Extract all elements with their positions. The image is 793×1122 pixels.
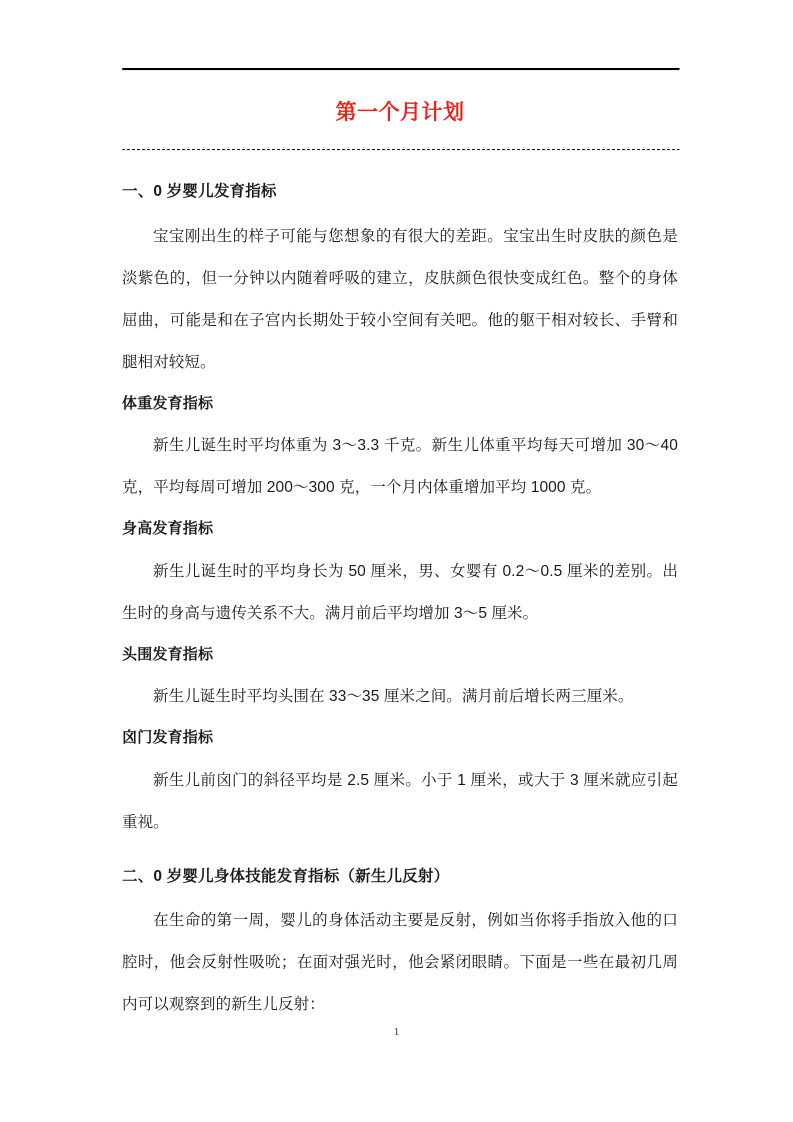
- title-separator-dashed: [122, 149, 680, 151]
- subsection-paragraph-weight: 新生儿诞生时平均体重为 3～3.3 千克。新生儿体重平均每天可增加 30～40 克，平均每周可增加 200～300 克，一个月内体重增加平均 1000 克。: [122, 437, 678, 496]
- page-number: 1: [393, 1026, 400, 1038]
- subsection-paragraph-fontanelle: 新生儿前囟门的斜径平均是 2.5 厘米。小于 1 厘米，或大于 3 厘米就应引起重视。: [122, 771, 678, 831]
- page-content: [122, 0, 678, 1026]
- subsection-paragraph-height: 新生儿诞生时的平均身长为 50 厘米，男、女婴有 0.2～0.5 厘米的差别。出生时的身高与遗传关系不大。满月前后平均增加 3～5 厘米。: [122, 562, 678, 622]
- subsection-heading-fontanelle: 囟门发育指标: [122, 729, 214, 746]
- section-paragraph-2: 在生命的第一周，婴儿的身体活动主要是反射，例如当你将手指放入他的口腔时，他会反射性吸吮；在面对强光时，他会紧闭眼睛。下面是一些在最初几周内可以观察到的新生儿反射：: [122, 911, 678, 1013]
- subsection-heading-height: 身高发育指标: [122, 520, 214, 537]
- section-heading-2: 二、0 岁婴儿身体技能发育指标（新生儿反射）: [122, 867, 450, 885]
- subsection-paragraph-head-circumference: 新生儿诞生时平均头围在 33～35 厘米之间。满月前后增长两三厘米。: [153, 688, 634, 705]
- subsection-heading-head-circumference: 头围发育指标: [122, 645, 214, 663]
- section-heading-1: 一、0 岁婴儿发育指标: [122, 183, 277, 201]
- section-paragraph-1: 宝宝刚出生的样子可能与您想象的有很大的差距。宝宝出生时皮肤的颜色是淡紫色的，但一分钟以内随着呼吸的建立，皮肤颜色很快变成红色。整个的身体屈曲，可能是和在子宫内长期处于较小空间有关吧。他的躯干相对较长、手臂和腿相对较短。: [122, 227, 678, 371]
- header-rule-solid: [122, 68, 680, 71]
- subsection-heading-weight: 体重发育指标: [122, 394, 214, 412]
- page-title: 第一个月计划: [335, 101, 465, 124]
